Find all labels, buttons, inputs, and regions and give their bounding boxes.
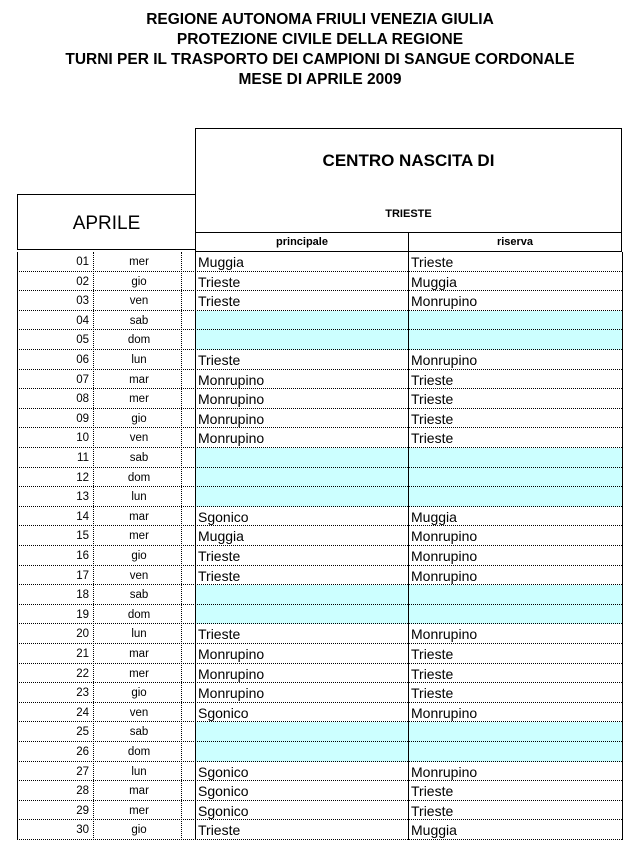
- document-header: [0, 10, 640, 90]
- row-divider: [17, 839, 622, 840]
- riserva-left-line: [408, 252, 409, 840]
- centro-title: CENTRO NASCITA DI: [322, 151, 495, 170]
- table-row: [0, 722, 640, 742]
- principale-cell: Muggia: [198, 528, 244, 545]
- day-number: 21: [76, 648, 89, 660]
- riserva-cell: Monrupino: [411, 704, 478, 721]
- weekday: sab: [129, 314, 149, 327]
- header-line-mese: MESE DI APRILE 2009: [238, 71, 402, 88]
- header-line-turni: TURNI PER IL TRASPORTO DEI CAMPIONI DI SANGUE CORDONALE: [65, 51, 575, 68]
- header-line-protezione: PROTEZIONE CIVILE DELLA REGIONE: [176, 31, 464, 48]
- table-row: [0, 703, 640, 723]
- day-number-cell: [17, 472, 93, 484]
- weekday: sab: [129, 452, 149, 464]
- table-row: [0, 272, 640, 292]
- table-row: [0, 546, 640, 566]
- weekday: dom: [127, 334, 151, 347]
- principale-cell: Trieste: [198, 626, 241, 643]
- table-row: [0, 683, 640, 703]
- table-row: [0, 428, 640, 448]
- day-number: 01: [76, 256, 89, 268]
- weekday-separator-line: [181, 252, 182, 840]
- riserva-cell: Trieste: [411, 410, 454, 427]
- day-number: 05: [76, 334, 89, 347]
- principale-cell: Monrupino: [198, 646, 265, 662]
- table-row: [0, 487, 640, 507]
- left-border-line: [17, 252, 18, 840]
- principale-cell: Sgonico: [198, 763, 249, 780]
- day-number-cell: [17, 413, 93, 425]
- day-number-cell: [17, 746, 93, 758]
- weekday: mar: [129, 785, 149, 798]
- day-number: 12: [76, 471, 89, 484]
- day-number-cell: [17, 374, 93, 386]
- daynum-separator-line: [93, 252, 94, 840]
- riserva-cell: Monrupino: [411, 548, 478, 564]
- day-number: 27: [76, 765, 89, 778]
- table-row: [0, 448, 640, 468]
- weekday: mer: [129, 667, 149, 680]
- riserva-cell: Monrupino: [411, 293, 478, 310]
- riserva-cell: Trieste: [411, 430, 454, 447]
- table-row: [0, 330, 640, 350]
- table-row: [0, 644, 640, 664]
- weekday: mer: [129, 393, 149, 406]
- day-number-cell: [17, 570, 93, 582]
- weekday: mar: [129, 373, 149, 386]
- weekday: sab: [129, 726, 149, 739]
- principale-cell: Trieste: [198, 352, 241, 368]
- riserva-cell: Trieste: [411, 665, 454, 682]
- table-row: [0, 566, 640, 586]
- day-number-cell: [17, 648, 93, 660]
- weekday: ven: [129, 295, 149, 308]
- day-number: 08: [76, 393, 89, 406]
- day-number-cell: [17, 354, 93, 366]
- day-number: 03: [76, 295, 89, 308]
- day-number: 09: [76, 412, 89, 425]
- weekday: lun: [131, 491, 147, 504]
- day-number-cell: [17, 393, 93, 405]
- day-number-cell: [17, 668, 93, 680]
- day-number-cell: [17, 824, 93, 836]
- principale-cell: Trieste: [198, 567, 241, 584]
- centro-city: TRIESTE: [385, 208, 432, 220]
- principale-cell: Trieste: [198, 548, 241, 564]
- day-number-cell: [17, 334, 93, 346]
- table-row: [0, 252, 640, 272]
- day-number: 02: [76, 275, 89, 288]
- weekday: mer: [129, 530, 149, 543]
- weekday: mer: [129, 256, 149, 268]
- weekday: mar: [129, 648, 149, 660]
- principale-cell: Monrupino: [198, 685, 265, 702]
- day-number-cell: [17, 589, 93, 601]
- weekday: dom: [127, 608, 151, 621]
- table-row: [0, 409, 640, 429]
- day-number-cell: [17, 295, 93, 307]
- table-row: [0, 801, 640, 821]
- riserva-cell: Trieste: [411, 646, 454, 662]
- month-header: [17, 194, 195, 250]
- weekday: lun: [131, 628, 147, 641]
- riserva-cell: Muggia: [411, 273, 457, 290]
- weekday: gio: [131, 687, 147, 700]
- weekday: lun: [131, 765, 147, 778]
- weekday: lun: [131, 354, 147, 366]
- month-label: APRILE: [72, 213, 141, 234]
- riserva-cell: Trieste: [411, 685, 454, 702]
- riserva-cell: Monrupino: [411, 528, 478, 545]
- day-number: 25: [76, 726, 89, 739]
- day-number: 17: [76, 569, 89, 582]
- day-number-cell: [17, 315, 93, 327]
- principale-cell: Monrupino: [198, 430, 265, 447]
- principale-cell: Muggia: [198, 254, 244, 270]
- day-number-cell: [17, 452, 93, 464]
- header-line-region: REGIONE AUTONOMA FRIULI VENEZIA GIULIA: [146, 11, 494, 28]
- day-number-cell: [17, 550, 93, 562]
- day-number-cell: [17, 707, 93, 719]
- day-number-cell: [17, 530, 93, 542]
- day-number: 26: [76, 746, 89, 758]
- day-number: 13: [76, 491, 89, 504]
- weekday: dom: [127, 746, 151, 758]
- day-number-cell: [17, 276, 93, 288]
- centro-nascita-header: [195, 128, 622, 232]
- riserva-cell: Trieste: [411, 783, 454, 800]
- right-border-line: [622, 252, 623, 840]
- principale-cell: Trieste: [198, 293, 241, 310]
- weekday: mer: [129, 804, 149, 817]
- day-number-cell: [17, 432, 93, 444]
- day-number-cell: [17, 609, 93, 621]
- table-row: [0, 526, 640, 546]
- riserva-cell: Monrupino: [411, 763, 478, 780]
- principale-cell: Sgonico: [198, 704, 249, 721]
- weekday: dom: [127, 471, 151, 484]
- table-row: [0, 781, 640, 801]
- day-number: 07: [76, 373, 89, 386]
- weekday: sab: [129, 589, 149, 602]
- day-number: 15: [76, 530, 89, 543]
- day-number: 16: [76, 550, 89, 562]
- principale-cell: Sgonico: [198, 802, 249, 819]
- weekday: ven: [129, 432, 149, 445]
- day-number: 18: [76, 589, 89, 602]
- principale-cell: Monrupino: [198, 391, 265, 408]
- principale-cell: Monrupino: [198, 410, 265, 427]
- day-number: 30: [76, 824, 89, 837]
- table-row: [0, 624, 640, 644]
- col-header-riserva: riserva: [408, 232, 622, 252]
- day-number: 06: [76, 354, 89, 366]
- weekday: ven: [129, 569, 149, 582]
- table-row: [0, 742, 640, 762]
- table-row: [0, 468, 640, 488]
- day-number: 23: [76, 687, 89, 700]
- day-number-cell: [17, 687, 93, 699]
- weekday: mar: [129, 510, 149, 523]
- day-number-cell: [17, 256, 93, 268]
- table-row: [0, 605, 640, 625]
- principale-left-line: [195, 252, 196, 840]
- principale-cell: Monrupino: [198, 371, 265, 388]
- principale-cell: Trieste: [198, 822, 241, 839]
- table-row: [0, 291, 640, 311]
- day-number-cell: [17, 511, 93, 523]
- table-row: [0, 350, 640, 370]
- riserva-cell: Monrupino: [411, 626, 478, 643]
- table-row: [0, 585, 640, 605]
- day-number: 22: [76, 667, 89, 680]
- weekday: gio: [131, 550, 147, 562]
- table-row: [0, 762, 640, 782]
- day-number: 24: [76, 706, 89, 719]
- day-number-cell: [17, 726, 93, 738]
- table-row: [0, 507, 640, 527]
- day-number: 10: [76, 432, 89, 445]
- table-row: [0, 389, 640, 409]
- weekday: gio: [131, 412, 147, 425]
- day-number: 14: [76, 510, 89, 523]
- riserva-cell: Trieste: [411, 254, 454, 270]
- riserva-cell: Muggia: [411, 822, 457, 839]
- riserva-cell: Monrupino: [411, 567, 478, 584]
- principale-cell: Monrupino: [198, 665, 265, 682]
- day-number-cell: [17, 766, 93, 778]
- day-number-cell: [17, 805, 93, 817]
- riserva-cell: Trieste: [411, 802, 454, 819]
- riserva-cell: Muggia: [411, 508, 457, 525]
- day-number: 04: [76, 314, 89, 327]
- principale-cell: Sgonico: [198, 508, 249, 525]
- table-row: [0, 370, 640, 390]
- day-number: 28: [76, 785, 89, 798]
- weekday: gio: [131, 824, 147, 837]
- table-row: [0, 664, 640, 684]
- weekday: ven: [129, 706, 149, 719]
- table-row: [0, 820, 640, 840]
- riserva-cell: Monrupino: [411, 352, 478, 368]
- principale-cell: Trieste: [198, 273, 241, 290]
- day-number: 20: [76, 628, 89, 641]
- principale-cell: Sgonico: [198, 783, 249, 800]
- weekday: gio: [131, 275, 147, 288]
- riserva-cell: Trieste: [411, 391, 454, 408]
- day-number-cell: [17, 785, 93, 797]
- day-number-cell: [17, 491, 93, 503]
- day-number: 19: [76, 608, 89, 621]
- day-number: 11: [77, 452, 89, 464]
- col-header-principale: principale: [195, 232, 409, 252]
- table-row: [0, 311, 640, 331]
- day-number: 29: [76, 804, 89, 817]
- riserva-cell: Trieste: [411, 371, 454, 388]
- day-number-cell: [17, 628, 93, 640]
